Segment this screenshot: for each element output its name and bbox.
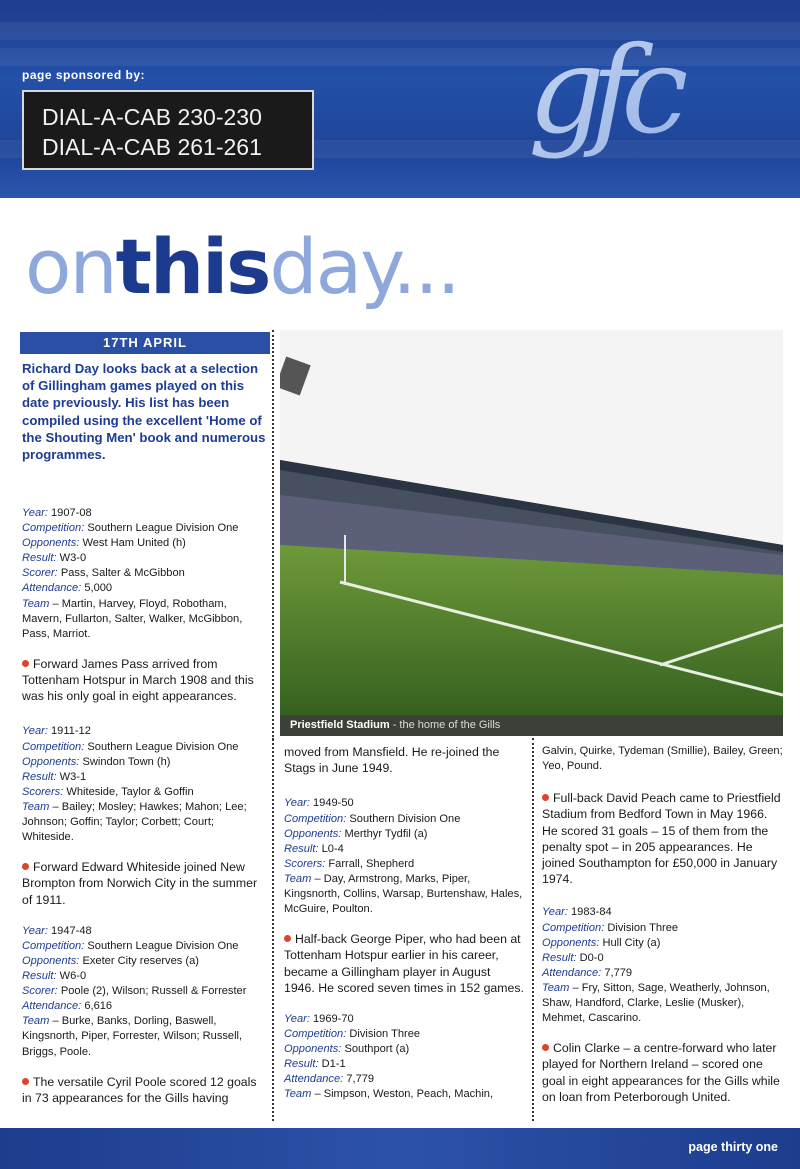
match-year: 1949-50: [313, 797, 354, 810]
competition-label: Competition:: [22, 522, 85, 535]
sponsor-box: [22, 90, 314, 170]
match-1907: [22, 506, 268, 642]
attendance-label: Attendance:: [22, 582, 82, 595]
note-text: Forward Edward Whiteside joined New Brompton from Norwich City in the summer of 1911.: [22, 860, 258, 907]
match-result: W6-0: [59, 970, 87, 983]
match-attendance: 7,779: [346, 1073, 375, 1086]
attendance-label: Attendance:: [22, 1000, 82, 1013]
competition-label: Competition:: [284, 812, 347, 825]
team-label: Team: [22, 800, 50, 813]
match-scorers: Pass, Salter & McGibbon: [60, 567, 185, 580]
scorer-label: Scorer:: [22, 567, 58, 580]
match-year: 1969-70: [313, 1012, 354, 1025]
note-text: Half-back George Piper, who had been at Tottenham Hotspur earlier in his career, became a Gillingham player in August 1946. He scored seven times in 152 games.: [284, 932, 524, 995]
note-piper: [284, 931, 524, 996]
bullet-icon: [284, 935, 291, 942]
match-team: – Burke, Banks, Dorling, Baswell, Kingsnorth, Piper, Forrester, Wilson; Russell, Briggs, Poole.: [22, 1015, 243, 1058]
match-result: W3-1: [59, 770, 87, 783]
match-result: W3-0: [59, 552, 87, 565]
match-attendance: 6,616: [84, 1000, 113, 1013]
match-year: 1947-48: [51, 924, 92, 937]
match-1969-continued: Galvin, Quirke, Tydeman (Smillie), Bailey, Green; Yeo, Pound.: [542, 745, 783, 773]
column-3: [542, 744, 784, 1119]
opponents-label: Opponents:: [22, 755, 80, 768]
match-competition: Southern League Division One: [87, 740, 239, 753]
page-number: page thirty one: [688, 1140, 778, 1154]
match-result: D1-1: [321, 1058, 346, 1071]
match-result: D0-0: [579, 951, 604, 964]
column-1: [22, 506, 268, 1120]
note-pass: [22, 656, 268, 705]
opponents-label: Opponents:: [542, 936, 600, 949]
match-attendance: 5,000: [84, 582, 113, 595]
note-poole: [22, 1074, 268, 1106]
match-year: 1907-08: [51, 507, 92, 519]
match-scorers: Poole (2), Wilson; Russell & Forrester: [60, 985, 247, 998]
note-peach: [542, 790, 784, 887]
competition-label: Competition:: [542, 921, 605, 934]
sponsor-label: page sponsored by:: [22, 68, 146, 82]
date-heading: 17TH APRIL: [20, 332, 270, 354]
match-competition: Southern League Division One: [87, 939, 239, 952]
note-text: Full-back David Peach came to Priestfield Stadium from Bedford Town in May 1966. He scored 31 goals – 15 of them from the penalty spot – in 205 appearances. He joined Southampton for £50,000 in January 1974.: [542, 791, 781, 887]
opponents-label: Opponents:: [284, 1043, 342, 1056]
year-label: Year:: [284, 1012, 310, 1025]
attendance-label: Attendance:: [284, 1073, 344, 1086]
result-label: Result:: [284, 842, 319, 855]
bullet-icon: [22, 1078, 29, 1085]
match-attendance: 7,779: [604, 966, 633, 979]
photo-caption: [280, 715, 783, 736]
competition-label: Competition:: [22, 740, 85, 753]
page-title: [25, 222, 459, 312]
result-label: Result:: [542, 951, 577, 964]
match-scorers: Farrall, Shepherd: [328, 857, 415, 870]
team-label: Team: [284, 872, 312, 885]
intro-text: Richard Day looks back at a selection of Gillingham games played on this date previously. His list has been compiled using the excellent 'Home of the Shouting Men' book and numerous programmes.: [22, 361, 266, 463]
result-label: Result:: [22, 552, 57, 565]
scorer-label: Scorer:: [22, 985, 58, 998]
bullet-icon: [542, 1044, 549, 1051]
match-1983: [542, 905, 784, 1026]
note-clarke: [542, 1040, 784, 1105]
match-team: – Simpson, Weston, Peach, Machin,: [314, 1088, 494, 1101]
competition-label: Competition:: [284, 1028, 347, 1041]
match-1947: [22, 924, 268, 1060]
year-label: Year:: [22, 924, 48, 937]
caption-title: Priestfield Stadium: [290, 719, 390, 731]
match-1969: [284, 1012, 524, 1103]
note-poole-continued: moved from Mansfield. He re-joined the Stags in June 1949.: [284, 745, 500, 776]
match-1949: [284, 796, 524, 917]
match-result: L0-4: [321, 842, 344, 855]
year-label: Year:: [22, 507, 48, 519]
footer-bar: [0, 1128, 800, 1169]
match-team: – Fry, Sitton, Sage, Weatherly, Johnson, Shaw, Handford, Clarke, Leslie (Musker), Mehmet, Cascarino.: [542, 981, 770, 1025]
match-competition: Southern Division One: [349, 812, 461, 825]
sponsor-line-1: DIAL-A-CAB 230-230: [42, 104, 262, 130]
match-opponents: Exeter City reserves (a): [82, 955, 199, 967]
bullet-icon: [22, 863, 29, 870]
title-part-on: on: [25, 222, 116, 311]
sponsor-line-2: DIAL-A-CAB 261-261: [42, 134, 262, 160]
club-logo: [520, 20, 790, 190]
header-banner: [0, 0, 800, 198]
match-opponents: Hull City (a): [602, 936, 661, 949]
column-divider: [532, 738, 534, 1121]
title-part-this: this: [115, 222, 270, 311]
scorers-label: Scorers:: [284, 857, 326, 870]
match-opponents: Southport (a): [344, 1043, 410, 1056]
bullet-icon: [542, 794, 549, 801]
year-label: Year:: [542, 906, 568, 919]
result-label: Result:: [284, 1058, 319, 1071]
logo-text: gfc: [528, 22, 675, 161]
match-team: – Bailey; Mosley; Hawkes; Mahon; Lee; Johnson; Goffin; Taylor; Corbett; Court; Whiteside.: [22, 800, 247, 844]
match-1911: [22, 724, 268, 845]
competition-label: Competition:: [22, 939, 85, 952]
match-year: 1911-12: [51, 725, 91, 738]
note-whiteside: [22, 859, 268, 908]
match-competition: Division Three: [349, 1028, 421, 1041]
opponents-label: Opponents:: [284, 827, 342, 840]
caption-subtitle: - the home of the Gills: [392, 719, 501, 731]
opponents-label: Opponents:: [22, 955, 80, 967]
team-label: Team: [542, 981, 570, 994]
bullet-icon: [22, 660, 29, 667]
match-competition: Southern League Division One: [87, 522, 239, 535]
scorers-label: Scorers:: [22, 785, 64, 798]
match-opponents: Swindon Town (h): [82, 755, 171, 768]
attendance-label: Attendance:: [542, 966, 602, 979]
match-scorers: Whiteside, Taylor & Goffin: [66, 785, 194, 798]
team-label: Team: [22, 597, 50, 610]
match-team: – Day, Armstrong, Marks, Piper, Kingsnorth, Collins, Warsap, Burtenshaw, Hales, McGuire, Poulton.: [284, 872, 523, 916]
team-label: Team: [284, 1088, 312, 1101]
title-part-day: day...: [269, 222, 459, 311]
note-text: The versatile Cyril Poole scored 12 goals in 73 appearances for the Gills having: [22, 1074, 257, 1105]
result-label: Result:: [22, 970, 57, 983]
note-text: Forward James Pass arrived from Tottenham Hotspur in March 1908 and this was his only goal in eight appearances.: [22, 656, 254, 704]
stadium-illustration: [280, 330, 783, 736]
note-text: Colin Clarke – a centre-forward who later played for Northern Ireland – scored one goal in eight appearances for the Gills while on loan from Peterborough United.: [542, 1041, 780, 1104]
match-team: – Martin, Harvey, Floyd, Robotham, Mavern, Fullarton, Salter, Walker, McGibbon, Pass, Marriot.: [22, 597, 243, 640]
column-divider: [272, 738, 274, 1121]
result-label: Result:: [22, 770, 57, 783]
year-label: Year:: [284, 797, 310, 810]
match-competition: Division Three: [607, 921, 679, 934]
match-year: 1983-84: [571, 906, 612, 919]
team-label: Team: [22, 1015, 50, 1028]
opponents-label: Opponents:: [22, 537, 80, 550]
column-2: [284, 744, 524, 1117]
stadium-photo: [280, 330, 783, 736]
match-opponents: West Ham United (h): [82, 537, 186, 550]
match-opponents: Merthyr Tydfil (a): [344, 827, 428, 840]
year-label: Year:: [22, 725, 48, 738]
